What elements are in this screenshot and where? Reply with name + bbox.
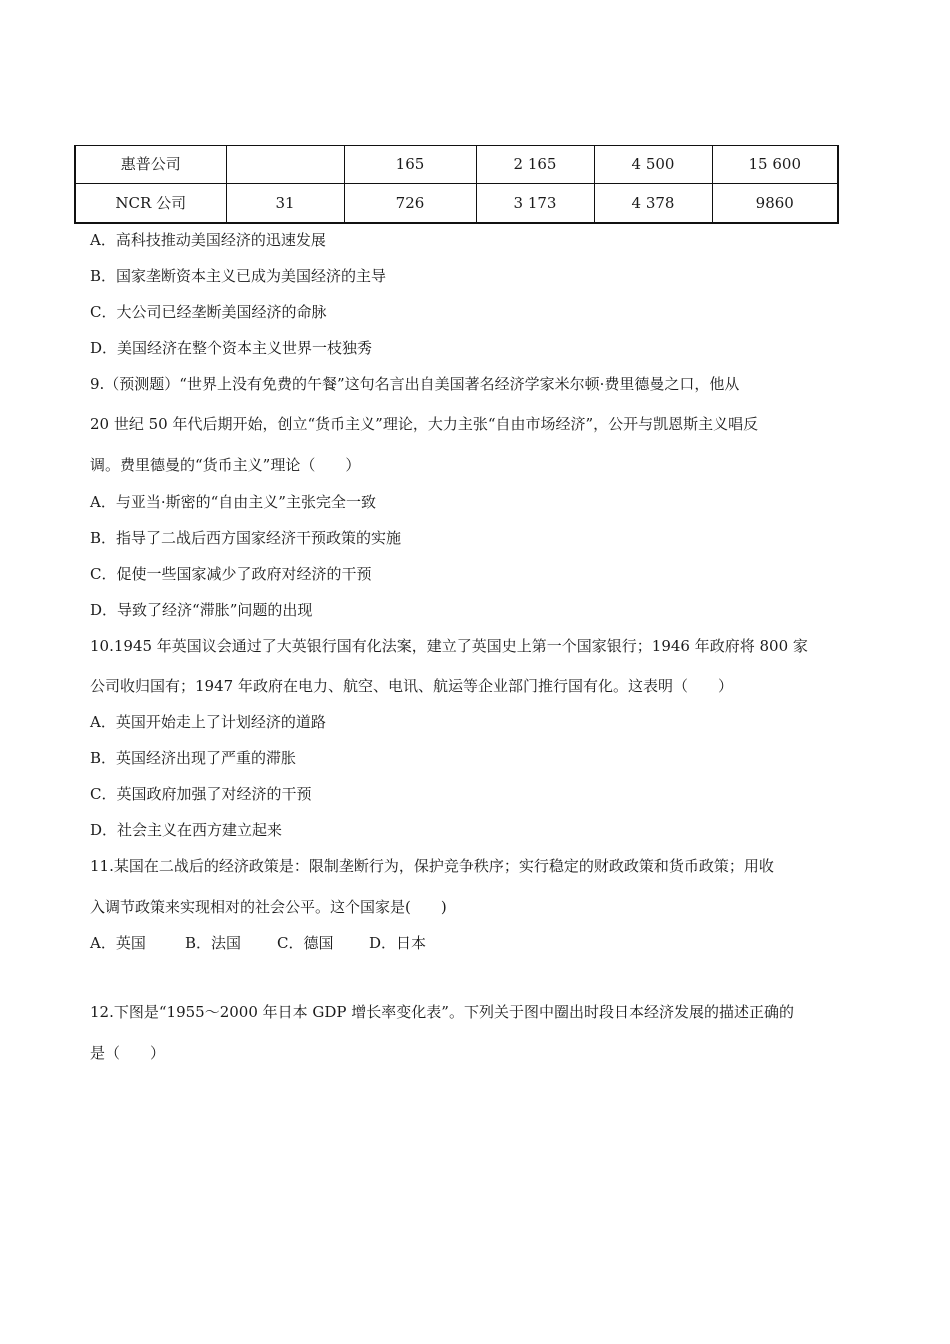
q11-options [90,933,426,953]
table-cell: 3 173 [476,184,594,224]
q10-stem-line: 公司收归国有；1947 年政府在电力、航空、电讯、航运等企业部门推行国有化。这表明（ ） [90,677,733,695]
table-cell: 4 378 [594,184,712,224]
q8-option-d: D．美国经济在整个资本主义世界一枝独秀 [90,339,373,357]
q9-stem-line: 20 世纪 50 年代后期开始，创立“货币主义”理论，大力主张“自由市场经济”，公开与凯恩斯主义唱反 [90,415,759,433]
q9-stem-line: 9.（预测题）“世界上没有免费的午餐”这句名言出自美国著名经济学家米尔顿·费里德曼之口，他从 [90,375,740,393]
table-cell: 165 [344,146,476,184]
q9-option-d: D．导致了经济“滞胀”问题的出现 [90,601,313,619]
table-cell: 15 600 [712,146,838,184]
q10-option-d: D．社会主义在西方建立起来 [90,821,283,839]
table-cell: 9860 [712,184,838,224]
q11-stem-line: 11.某国在二战后的经济政策是：限制垄断行为，保护竞争秩序；实行稳定的财政政策和货币政策；用收 [90,857,774,875]
table-cell [226,146,344,184]
q11-option-b: B．法国 [185,934,242,952]
q10-option-a: A．英国开始走上了计划经济的道路 [90,713,326,731]
q12-stem-line: 12.下图是“1955～2000 年日本 GDP 增长率变化表”。下列关于图中圈出时段日本经济发展的描述正确的 [90,1003,794,1021]
table-cell: 惠普公司 [75,146,226,184]
q11-option-c: C．德国 [277,934,334,952]
q11-option-a: A．英国 [90,934,146,952]
table-cell: 31 [226,184,344,224]
q8-option-b: B．国家垄断资本主义已成为美国经济的主导 [90,267,387,285]
company-data-table [74,145,839,224]
table-cell: 726 [344,184,476,224]
q9-option-c: C．促使一些国家减少了政府对经济的干预 [90,565,372,583]
q12-stem-line: 是（ ） [90,1044,166,1062]
q9-stem-line: 调。费里德曼的“货币主义”理论（ ） [90,456,361,474]
q9-option-b: B．指导了二战后西方国家经济干预政策的实施 [90,529,402,547]
table-cell: NCR 公司 [75,184,226,224]
q9-option-a: A．与亚当·斯密的“自由主义”主张完全一致 [90,493,376,511]
table-cell: 2 165 [476,146,594,184]
table-cell: 4 500 [594,146,712,184]
q8-option-a: A．高科技推动美国经济的迅速发展 [90,231,326,249]
q10-stem-line: 10.1945 年英国议会通过了大英银行国有化法案，建立了英国史上第一个国家银行；1946 年政府将 800 家 [90,637,808,655]
q11-option-d: D．日本 [369,934,427,952]
q8-option-c: C．大公司已经垄断美国经济的命脉 [90,303,327,321]
q10-option-c: C．英国政府加强了对经济的干预 [90,785,312,803]
table-row [75,146,838,184]
q10-option-b: B．英国经济出现了严重的滞胀 [90,749,297,767]
table-row [75,184,838,224]
q11-stem-line: 入调节政策来实现相对的社会公平。这个国家是( ) [90,898,447,916]
